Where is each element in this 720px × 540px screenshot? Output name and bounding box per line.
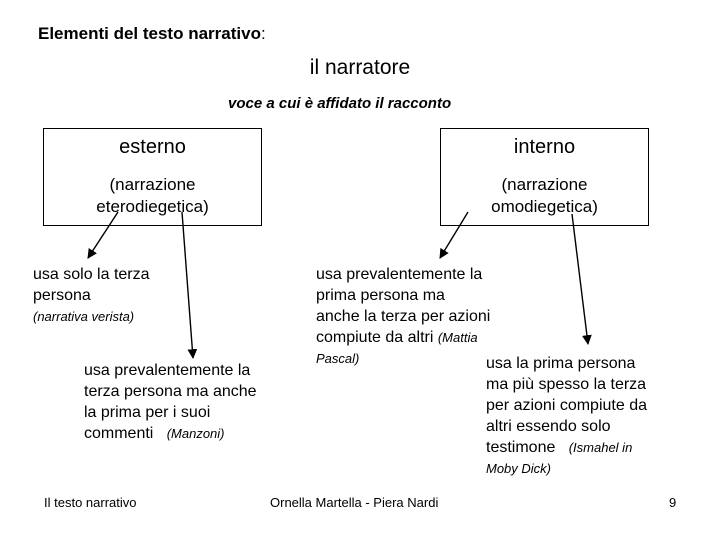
block-line: per azioni compiute da	[486, 397, 647, 414]
footer-center: Ornella Martella - Piera Nardi	[270, 495, 439, 510]
block-line: usa solo la terza	[33, 266, 150, 283]
box-esterno-head: esterno	[119, 136, 186, 158]
subtitle: voce a cui è affidato il racconto	[228, 95, 452, 112]
block-line: anche la terza per azioni	[316, 308, 491, 325]
block-line: la prima per i suoi	[84, 404, 211, 421]
block-line: altri essendo solo	[486, 418, 611, 435]
block-note: (Mattia	[437, 330, 478, 345]
block-line: persona	[33, 287, 91, 304]
page-number: 9	[669, 495, 677, 510]
block-line-text: testimone	[486, 439, 556, 456]
arrow-interno-to-testimone	[572, 214, 588, 344]
slide-title-text: Elementi del testo narrativo	[38, 24, 261, 43]
block-line: usa la prima persona	[486, 355, 636, 372]
block-line: terza persona ma anche	[84, 383, 257, 400]
slide-title-colon: :	[260, 24, 266, 43]
block-note: Moby Dick)	[486, 461, 552, 476]
block-note: Pascal)	[316, 351, 360, 366]
box-interno-head: interno	[513, 136, 576, 158]
block-note: (narrativa verista)	[33, 309, 135, 324]
box-interno-line2: omodiegetica)	[491, 197, 598, 216]
main-title: il narratore	[309, 56, 411, 79]
block-note: (Manzoni)	[166, 426, 225, 441]
block-line-text: compiute da altri	[316, 329, 434, 346]
block-line: usa prevalentemente la	[84, 362, 251, 379]
block-line: usa prevalentemente la	[316, 266, 483, 283]
block-line: prima persona ma	[316, 287, 445, 304]
box-esterno-line1: (narrazione	[109, 175, 196, 194]
arrow-esterno-to-terza	[88, 212, 118, 258]
block-line-text: commenti	[84, 425, 154, 442]
arrow-esterno-to-manzoni	[182, 212, 193, 358]
block-note: (Ismahel in	[568, 440, 633, 455]
box-esterno-line2: eterodiegetica)	[96, 197, 209, 216]
arrow-interno-to-prima	[440, 212, 468, 258]
block-line: ma più spesso la terza	[486, 376, 647, 393]
footer-left: Il testo narrativo	[44, 495, 137, 510]
box-interno-line1: (narrazione	[501, 175, 588, 194]
